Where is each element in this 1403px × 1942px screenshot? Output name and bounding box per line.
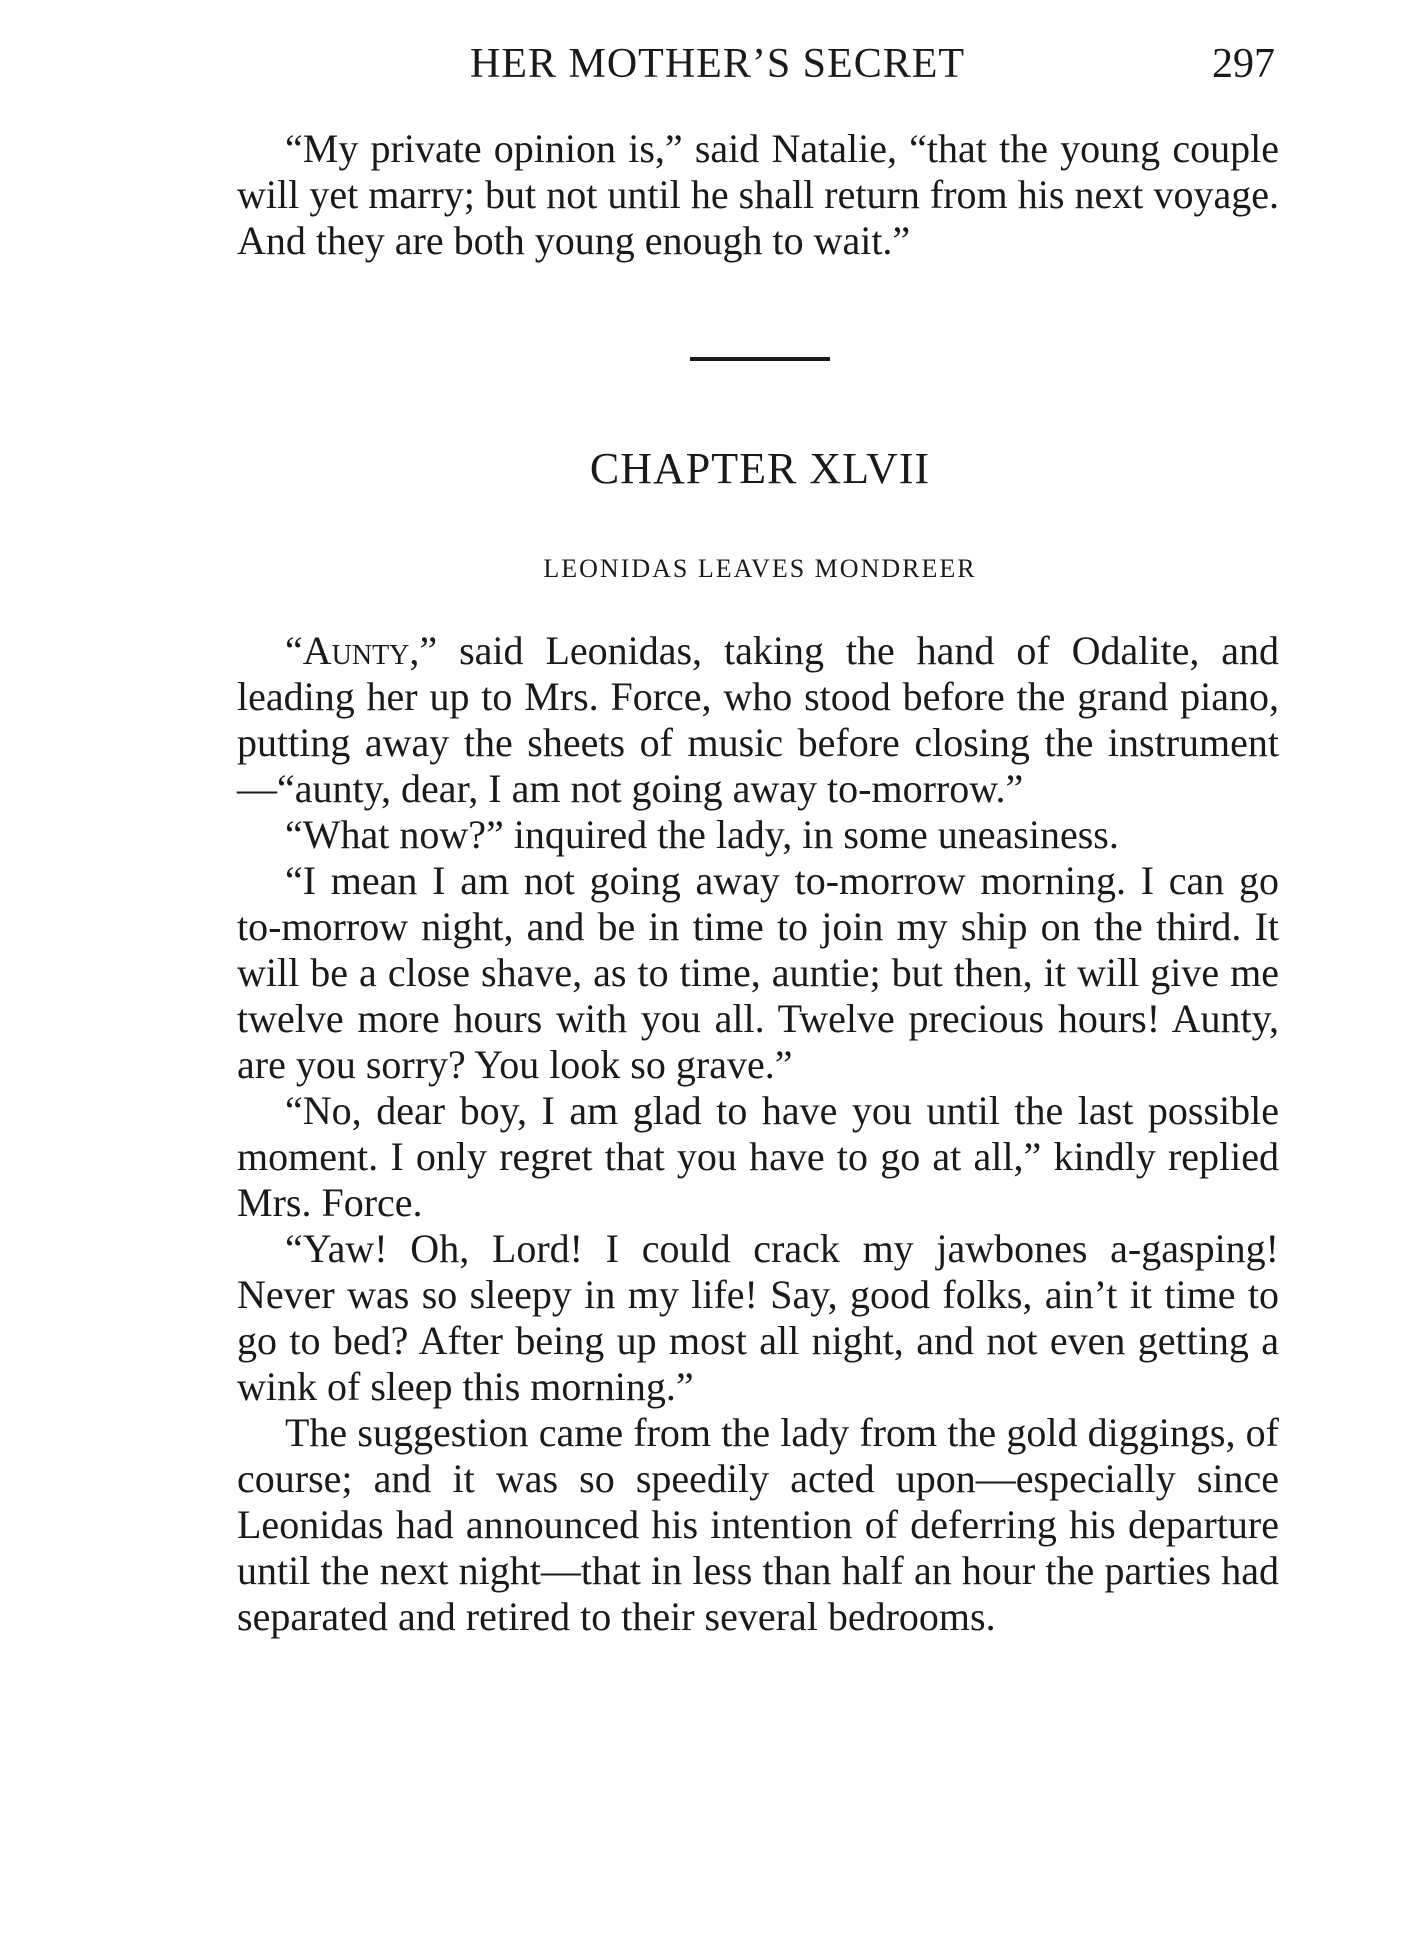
chapter-title: CHAPTER XLVII [589,444,931,493]
running-head-title: HER MOTHER’S SECRET [470,41,966,87]
paragraph: “No, dear boy, I am glad to have you until the last possible moment. I only regret that you have to go at all,” kindly replied Mrs. Force. [237,1088,1279,1225]
paragraph: “Yaw! Oh, Lord! I could crack my jawbones a-gasping! Never was so sleepy in my life! Say, good folks, ain’t it time to go to bed? After being up most all night, and not even getting a wink of sleep this morning.” [237,1226,1279,1409]
paragraph: “What now?” inquired the lady, in some uneasiness. [285,812,1119,857]
chapter-subtitle: LEONIDAS LEAVES MONDREER [543,554,977,583]
paragraph-lead: “Aunty, [285,628,420,673]
paragraph-text: ” said Leonidas, taking the hand of Odalite, and leading her up to Mrs. Force, who stood before the grand piano, putting away the sheets of music before closing the instrument—“aunty, dear, I am not going away to-morrow.” [237,628,1279,811]
page-number: 297 [1212,41,1275,87]
paragraph: “My private opinion is,” said Natalie, “that the young couple will yet marry; but not until he shall return from his next voyage. And they are both young enough to wait.” [237,126,1279,263]
continued-text [237,126,1279,264]
paragraph [237,628,1279,812]
paragraph: The suggestion came from the lady from the gold diggings, of course; and it was so speedily acted upon—especially since Leonidas had announced his intention of deferring his departure until the next night—that in less than half an hour the parties had separated and retired to their several bedrooms. [237,1410,1279,1639]
paragraph: “I mean I am not going away to-morrow morning. I can go to-morrow night, and be in time to join my ship on the third. It will be a close shave, as to time, auntie; but then, it will give me twelve more hours with you all. Twelve precious hours! Aunty, are you sorry? You look so grave.” [237,858,1279,1087]
chapter-body [237,628,1279,1640]
section-divider [690,357,830,361]
